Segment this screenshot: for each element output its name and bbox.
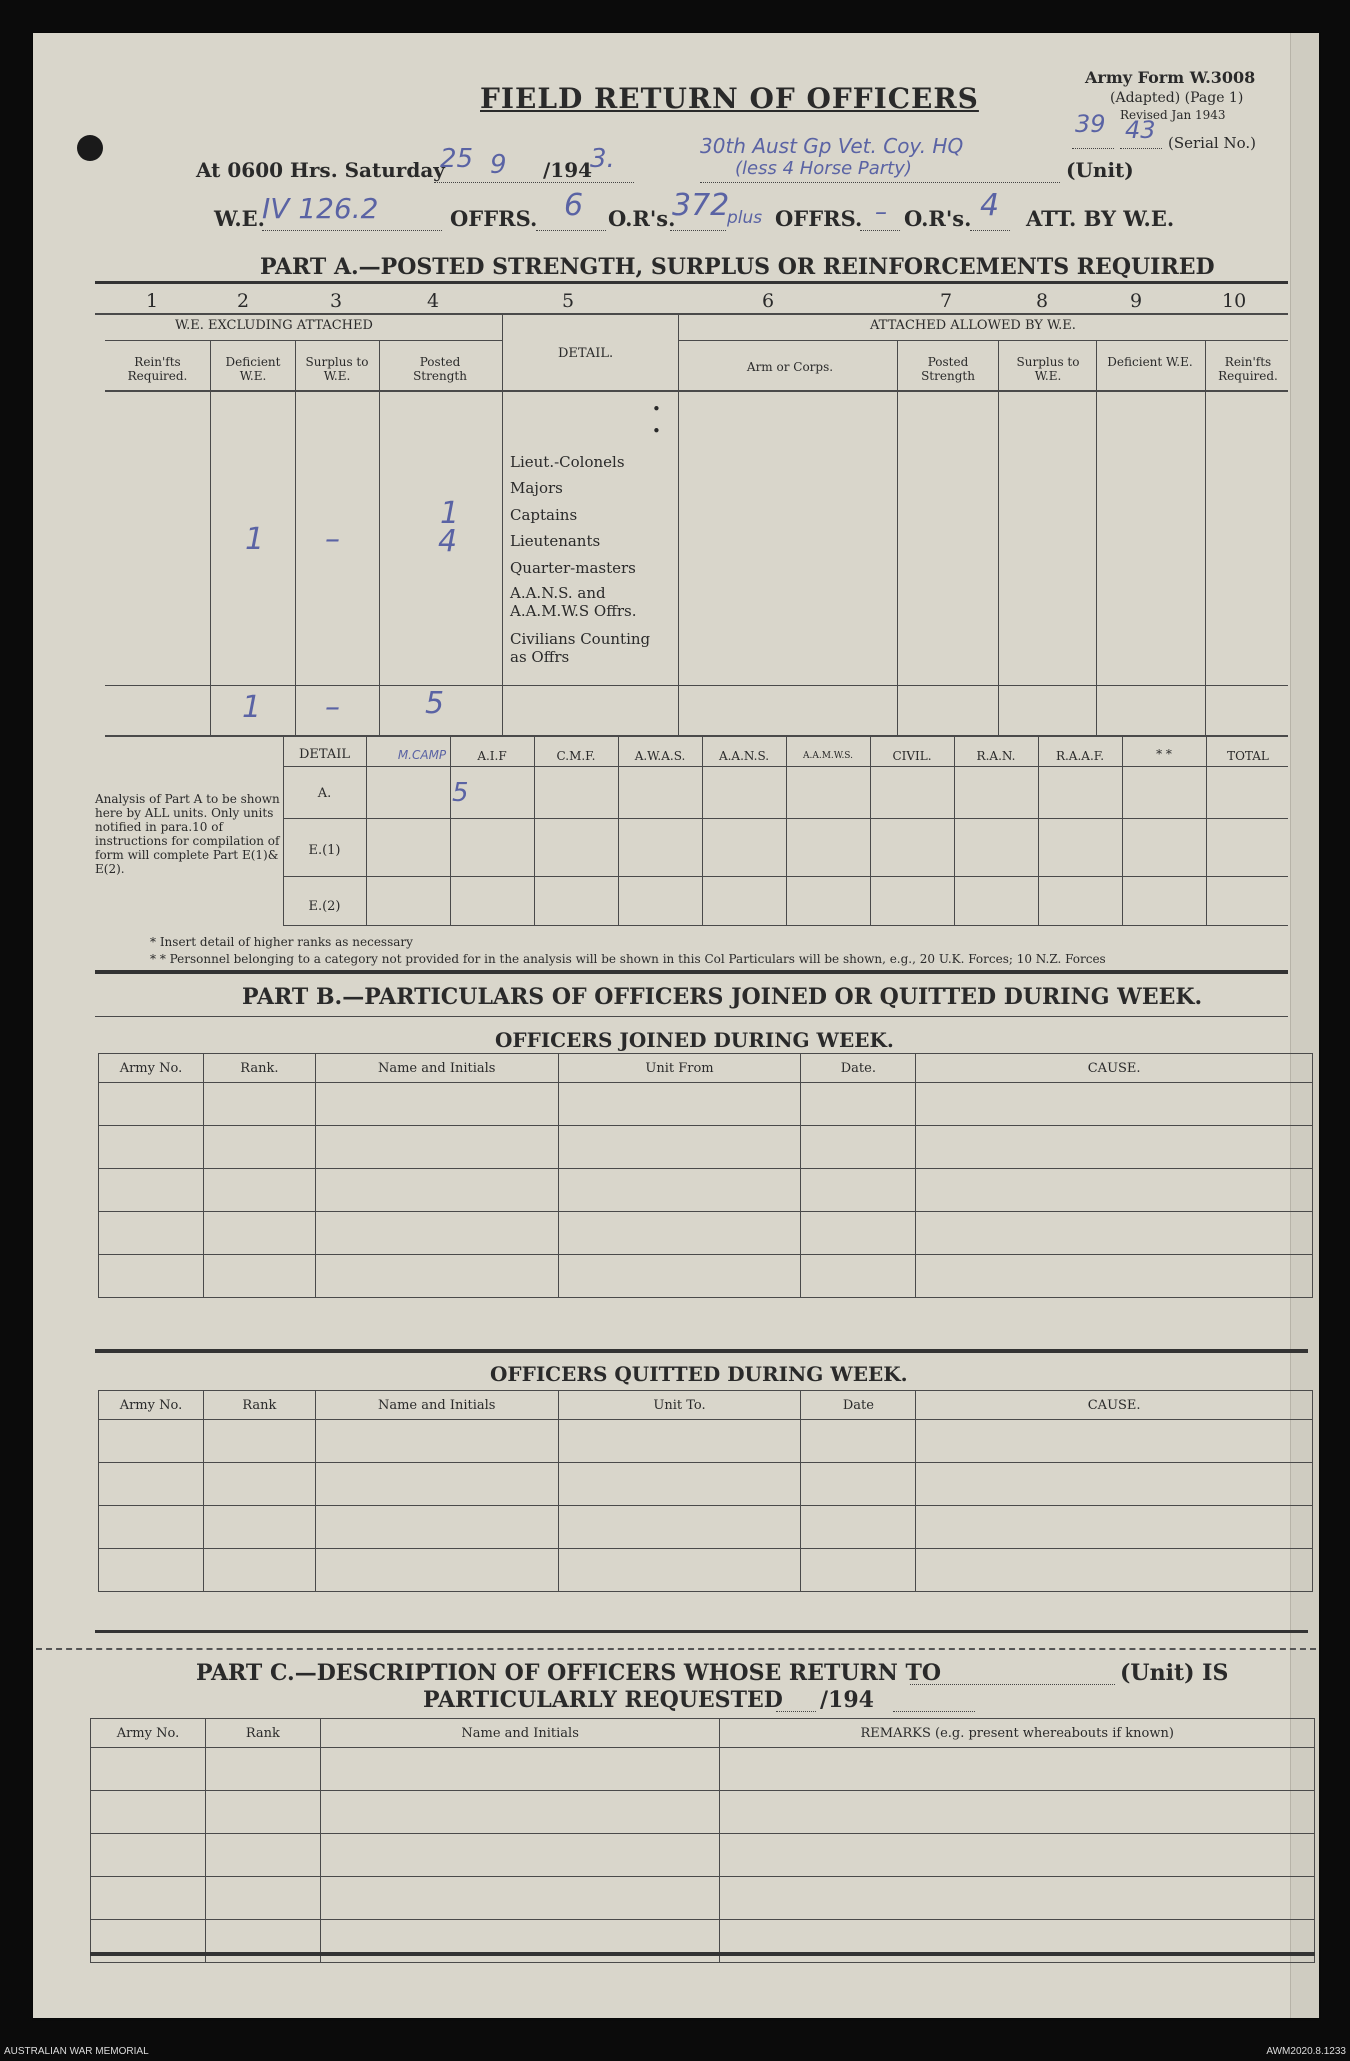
- unit-label: (Unit): [1066, 158, 1134, 182]
- table-row: [91, 1877, 1315, 1920]
- joined-col-rank: Rank.: [203, 1054, 315, 1083]
- rank-quarter-masters: Quarter-masters: [510, 559, 636, 577]
- detail-header: DETAIL.: [558, 346, 614, 361]
- rank-aans-aamws: A.A.N.S. and A.A.M.W.S Offrs.: [510, 584, 637, 620]
- analysis-col-raaf: R.A.A.F.: [1055, 749, 1105, 763]
- quitted-col-rank: Rank: [203, 1391, 315, 1420]
- we-excluding-attached: W.E. EXCLUDING ATTACHED: [175, 318, 373, 333]
- analysis-col-aans: A.A.N.S.: [718, 749, 770, 763]
- part-c-table: [90, 1718, 1315, 1963]
- serial-value-a: 39: [1075, 110, 1106, 138]
- offrs-value: 6: [564, 188, 584, 223]
- rank-majors: Majors: [510, 479, 563, 497]
- bullet-mark: •: [652, 422, 661, 440]
- rank-captains: Captains: [510, 506, 578, 524]
- col-surplus-we: Surplus to W.E.: [305, 355, 369, 383]
- plus-ors-value: 4: [980, 188, 1000, 223]
- table-row: [91, 1834, 1315, 1877]
- total-surplus: –: [325, 690, 340, 725]
- table-row: [91, 1748, 1315, 1791]
- punch-hole: [77, 135, 103, 161]
- plus-ors-label: O.R's.: [904, 206, 972, 231]
- army-form-number: Army Form W.3008: [1085, 68, 1256, 87]
- col-deficient-we: Deficient W.E.: [225, 355, 281, 383]
- footnote-1: * Insert detail of higher ranks as necessary: [150, 935, 413, 949]
- table-row: [99, 1463, 1313, 1506]
- table-row: [99, 1506, 1313, 1549]
- part-c-col-army-no: Army No.: [91, 1719, 206, 1748]
- table-row: [99, 1126, 1313, 1169]
- analysis-row-a: A.: [317, 786, 332, 801]
- ors-label: O.R's.: [608, 206, 676, 231]
- offrs-label: OFFRS.: [450, 206, 538, 231]
- total-deficient: 1: [242, 690, 262, 725]
- joined-col-unit-from: Unit From: [558, 1054, 801, 1083]
- serial-label: (Serial No.): [1168, 134, 1256, 152]
- part-c-col-name: Name and Initials: [320, 1719, 720, 1748]
- analysis-col-other: * *: [1156, 747, 1172, 761]
- col-arm-or-corps: Arm or Corps.: [746, 360, 834, 374]
- plus-offrs-value: –: [875, 198, 887, 226]
- joined-col-name: Name and Initials: [315, 1054, 558, 1083]
- quitted-col-date: Date: [801, 1391, 916, 1420]
- footer-right: AWM2020.8.1233: [1266, 2046, 1346, 2057]
- perforation-line: [36, 1648, 1316, 1650]
- rank-lieutenants: Lieutenants: [510, 532, 601, 550]
- quitted-table: [98, 1390, 1313, 1592]
- col-reinfts-required: Rein'fts Required.: [127, 355, 188, 383]
- analysis-col-awas: A.W.A.S.: [634, 749, 686, 763]
- part-c-requested: PARTICULARLY REQUESTED: [423, 1687, 783, 1713]
- joined-col-date: Date.: [801, 1054, 916, 1083]
- hw-posted-captains: 1: [440, 496, 460, 531]
- analysis-col-ran: R.A.N.: [976, 749, 1016, 763]
- unit-handwritten-line2: (less 4 Horse Party): [735, 158, 912, 179]
- plus-offrs-label: OFFRS.: [775, 206, 863, 231]
- quitted-col-name: Name and Initials: [315, 1391, 558, 1420]
- part-a-heading: PART A.—POSTED STRENGTH, SURPLUS OR REINFORCEMENTS REQUIRED: [260, 254, 1215, 280]
- hw-deficient-lieutenants: 1: [245, 522, 265, 557]
- table-row: [99, 1083, 1313, 1126]
- table-row: [99, 1169, 1313, 1212]
- joined-col-army-no: Army No.: [99, 1054, 204, 1083]
- part-c-col-rank: Rank: [205, 1719, 320, 1748]
- joined-heading: OFFICERS JOINED DURING WEEK.: [495, 1028, 894, 1052]
- attached-allowed-by-we: ATTACHED ALLOWED BY W.E.: [870, 318, 1076, 333]
- col-att-deficient-we: Deficient W.E.: [1107, 355, 1193, 369]
- serial-value-b: 43: [1125, 116, 1156, 144]
- date-day: 25: [440, 144, 474, 174]
- hw-surplus-lieutenants: –: [325, 522, 340, 557]
- plus-label: plus: [727, 208, 763, 228]
- analysis-note: Analysis of Part A to be shown here by ALL units. Only units notified in para.10 of instructions for compilation of form will complete Part E(1)& E(2).: [95, 792, 280, 876]
- hw-posted-lieutenants: 4: [438, 524, 458, 559]
- adapted-note: (Adapted) (Page 1): [1110, 90, 1244, 106]
- rank-civilians: Civilians Counting as Offrs: [510, 630, 651, 666]
- unit-handwritten-line1: 30th Aust Gp Vet. Coy. HQ: [700, 134, 964, 158]
- revised-note: Revised Jan 1943: [1120, 108, 1226, 122]
- part-b-heading: PART B.—PARTICULARS OF OFFICERS JOINED OR QUITTED DURING WEEK.: [242, 984, 1203, 1010]
- analysis-col-cmf: C.M.F.: [556, 749, 596, 763]
- we-label: W.E.: [214, 206, 265, 231]
- quitted-col-cause: CAUSE.: [916, 1391, 1313, 1420]
- col-att-posted-strength: Posted Strength: [921, 355, 975, 383]
- analysis-row-e1: E.(1): [308, 843, 341, 858]
- at-hours-label: At 0600 Hrs. Saturday: [196, 158, 445, 182]
- form-title: FIELD RETURN OF OFFICERS: [480, 82, 979, 115]
- hw-analysis-col2: M.CAMP: [397, 748, 447, 762]
- date-month: 9: [490, 150, 507, 180]
- part-c-year: /194: [820, 1687, 874, 1713]
- hw-aif-row-a: 5: [452, 778, 469, 808]
- year-prefix: /194: [543, 158, 593, 182]
- analysis-col-detail: DETAIL: [298, 747, 351, 762]
- table-row: [99, 1420, 1313, 1463]
- we-value: IV 126.2: [262, 192, 379, 225]
- table-row: [91, 1920, 1315, 1963]
- ors-value: 372: [672, 188, 730, 223]
- quitted-heading: OFFICERS QUITTED DURING WEEK.: [490, 1362, 908, 1386]
- col-att-reinfts-required: Rein'fts Required.: [1218, 355, 1278, 383]
- col-posted-strength: Posted Strength: [413, 355, 467, 383]
- part-c-heading: PART C.—DESCRIPTION OF OFFICERS WHOSE RETURN TO: [196, 1660, 942, 1686]
- quitted-col-unit-to: Unit To.: [558, 1391, 801, 1420]
- part-c-unit-label: (Unit) IS: [1120, 1660, 1229, 1686]
- total-posted: 5: [425, 686, 445, 721]
- part-c-col-remarks: REMARKS (e.g. present whereabouts if known): [720, 1719, 1315, 1748]
- quitted-col-army-no: Army No.: [99, 1391, 204, 1420]
- col-att-surplus-we: Surplus to W.E.: [1016, 355, 1080, 383]
- analysis-col-civil: CIVIL.: [892, 749, 932, 763]
- analysis-col-aif: A.I.F: [477, 749, 507, 763]
- footer-left: AUSTRALIAN WAR MEMORIAL: [4, 2046, 149, 2057]
- table-row: [99, 1255, 1313, 1298]
- table-row: [91, 1791, 1315, 1834]
- table-row: [99, 1212, 1313, 1255]
- footnote-2: * * Personnel belonging to a category not provided for in the analysis will be shown in this Col Particulars will be shown, e.g., 20 U.K. Forces; 10 N.Z. Forces: [150, 952, 1106, 966]
- year-suffix: 3.: [590, 144, 615, 174]
- analysis-col-aamws: A.A.M.W.S.: [802, 751, 854, 761]
- att-by-we-label: ATT. BY W.E.: [1026, 206, 1175, 231]
- joined-col-cause: CAUSE.: [916, 1054, 1313, 1083]
- bullet-mark: •: [652, 400, 661, 418]
- rank-lieut-colonels: Lieut.-Colonels: [510, 453, 625, 471]
- table-row: [99, 1549, 1313, 1592]
- analysis-col-total: TOTAL: [1227, 749, 1269, 763]
- analysis-row-e2: E.(2): [308, 899, 341, 914]
- joined-table: [98, 1053, 1313, 1298]
